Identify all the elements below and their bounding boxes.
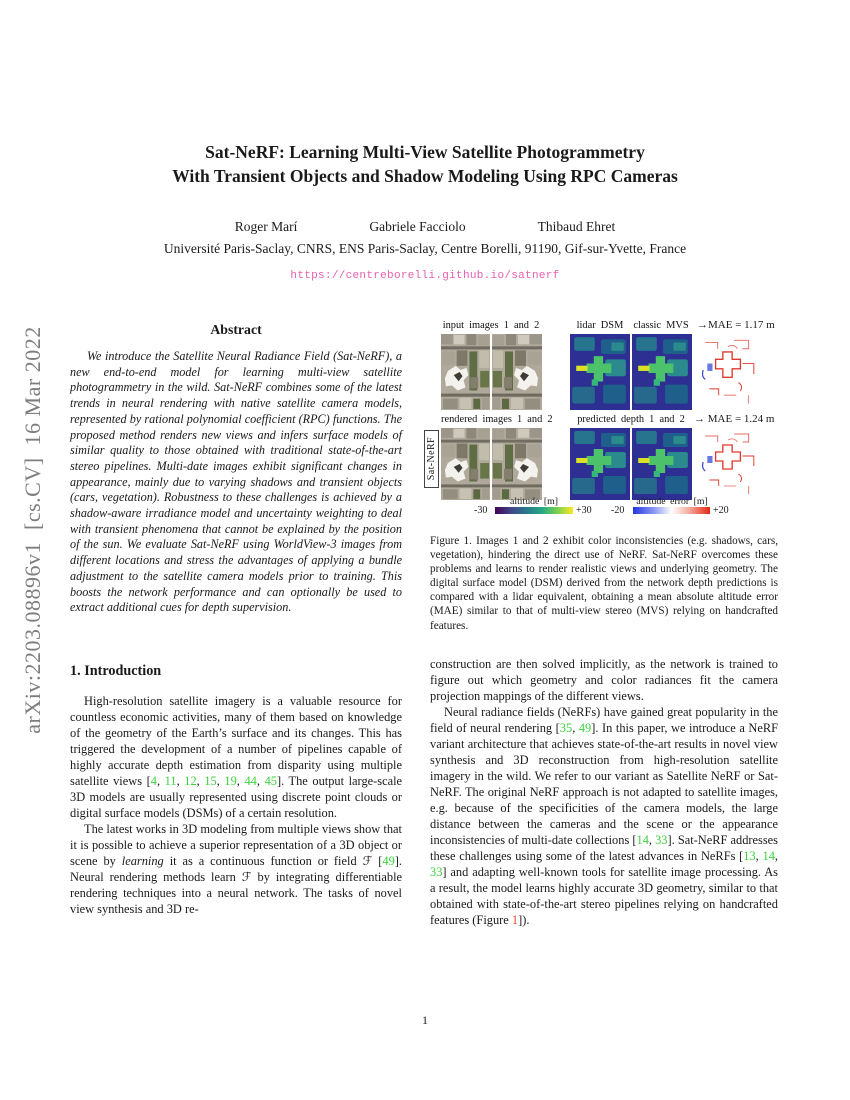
project-url-link[interactable]: https://centreborelli.github.io/satnerf [290, 270, 560, 282]
text-segment: construction are then solved implicitly, as the network is trained to figure out which geometry and color radiances fit the camera projection mappings of the different views. [430, 656, 778, 703]
rendered-image-1-panel [441, 428, 490, 500]
citation-link[interactable]: 44 [244, 773, 257, 788]
citation-link[interactable]: 49 [578, 720, 592, 735]
citation-link[interactable]: 11 [164, 773, 177, 788]
intro-paragraph-2 [70, 821, 402, 917]
project-url-row [70, 265, 780, 283]
title-line-1: Sat-NeRF: Learning Multi-View Satellite Photogrammetry [205, 142, 645, 162]
figure-label-predicted-depth: predicted depth 1 and 2 [577, 414, 685, 425]
right-paragraph-1 [430, 656, 778, 704]
figure-label-lidar-dsm: lidar DSM [576, 320, 624, 331]
classic-mvs-error-map [697, 334, 759, 410]
predicted-depth-1-panel [570, 428, 630, 500]
text-segment: , [196, 773, 205, 788]
text-segment: ] and adapting well-known tools for satellite image processing. As a result, the model learns highly accurate 3D geometry, similar to that obtained with state-of-the-art stereo pipelines relying on handcrafted features (Figure [430, 864, 778, 927]
text-segment: , [755, 848, 763, 863]
text-segment: ]. Neural rendering methods learn [70, 853, 403, 884]
page-number: 1 [422, 1013, 428, 1027]
figure-ref-link[interactable]: 1 [511, 912, 519, 927]
text-segment: , [216, 773, 225, 788]
lidar-dsm-panel [570, 334, 630, 410]
text-segment: [ [372, 853, 383, 868]
figure-label-rendered-images: rendered images 1 and 2 [441, 414, 553, 425]
citation-link[interactable]: 4 [150, 773, 157, 788]
classic-mvs-depth-panel [632, 334, 692, 410]
citation-link[interactable]: 33 [430, 864, 443, 879]
text-segment: ]. In this paper, we introduce a NeRF variant architecture that achieves state-of-the-art results in novel view synthesis and 3D reconstruction from high-resolution satellite imagery in the wild. We refer to our variant as Satellite NeRF or Sat-NeRF. The original NeRF approach is not adapted to satellite images, e.g. because of the specificities of the camera models, the large distance between the cameras and the scene or the appearance inconsistencies of multi-date collections [ [430, 720, 778, 847]
error-colorbar-title: altitude error [m] [636, 496, 708, 507]
citation-link[interactable]: 12 [184, 773, 197, 788]
text-segment: ]. The output large-scale 3D models are usually represented using discrete point clouds or digital surface models (DSMs) of a certain resolution. [70, 773, 403, 820]
text-segment: , [156, 773, 165, 788]
altitude-colorbar-min: -30 [474, 505, 488, 516]
figure-1 [426, 319, 778, 516]
error-colorbar [633, 507, 710, 514]
error-colorbar-max: +20 [713, 505, 729, 516]
title-line-2: With Transient Objects and Shadow Modeling Using RPC Cameras [172, 166, 678, 186]
citation-link[interactable]: 35 [559, 720, 573, 735]
page-title [70, 140, 780, 188]
text-segment: , [176, 773, 185, 788]
right-column [426, 319, 779, 928]
altitude-colorbar-max: +30 [576, 505, 592, 516]
author-list [70, 219, 780, 235]
text-segment: Neural radiance fields (NeRFs) have gained great popularity in the field of neural rendering [ [430, 704, 778, 735]
text-segment: ]). [518, 912, 530, 927]
citation-link[interactable]: 19 [224, 773, 237, 788]
citation-link[interactable]: 14 [636, 832, 649, 847]
abstract-text: We introduce the Satellite Neural Radiance Field (Sat-NeRF), a new end-to-end model for learning multi-view satellite photogrammetry in the wild. Sat-NeRF combines some of the latest trends in neural rendering with native satellite camera models, represented by rational polynomial coefficient (RPC) functions. The proposed method renders new views and infers surface models of similar quality to those obtained with traditional state-of-the-art stereo pipelines. Multi-date images exhibit significant changes in appearance, mainly due to varying shadows and transient objects (cars, vegetation). Robustness to these challenges is achieved by a shadow-aware irradiance model and uncertainty weighting to deal with transient phenomena that cannot be explained by the position of the sun. We evaluate Sat-NeRF using WorldView-3 images from different locations and stress the advantages of applying a bundle adjustment to the satellite camera models prior to training. This boosts the network performance and can optionally be used to extract additional cues for depth supervision. [70, 349, 402, 615]
citation-link[interactable]: 33 [655, 832, 668, 847]
text-segment: ℱ [241, 868, 252, 884]
author-name: Gabriele Facciolo [369, 219, 466, 234]
figure-mae-satnerf: → MAE = 1.24 m [694, 413, 775, 425]
input-image-1-panel [441, 334, 490, 410]
left-column [70, 322, 402, 917]
text-segment: , [256, 773, 265, 788]
citation-link[interactable]: 14 [762, 848, 775, 863]
text-segment: , [236, 773, 245, 788]
rendered-image-2-panel [492, 428, 542, 500]
text-segment: High-resolution satellite imagery is a valuable resource for countless economic activities, many of them based on knowledge of the geometry of the Earth’s surface and its changes. This has triggered the development of a number of pipelines capable of highly accurate depth estimation from disparity using multiple satellite views [ [70, 693, 402, 788]
citation-link[interactable]: 45 [264, 773, 277, 788]
text-segment: , [572, 720, 579, 735]
input-image-2-panel [492, 334, 542, 410]
abstract-heading: Abstract [210, 322, 262, 337]
arxiv-banner: arXiv:2203.08896v1 [cs.CV] 16 Mar 2022 [20, 326, 45, 734]
text-segment: The latest works in 3D modeling from multiple views show that it is possible to achieve a superior representation of a 3D object or scene by [70, 821, 402, 868]
text-segment: , [648, 832, 656, 847]
altitude-colorbar [495, 507, 573, 514]
satnerf-error-map [697, 428, 759, 500]
text-segment: ]. Sat-NeRF addresses these challenges using some of the latest advances in NeRFs [ [430, 832, 778, 863]
citation-link[interactable]: 15 [204, 773, 217, 788]
predicted-depth-2-panel [632, 428, 692, 500]
text-segment: , [774, 848, 779, 863]
citation-link[interactable]: 49 [382, 853, 395, 868]
author-name: Thibaud Ehret [537, 219, 616, 234]
text-segment: learning [121, 853, 164, 868]
figure-label-input-images: input images 1 and 2 [442, 320, 540, 331]
error-colorbar-min: -20 [611, 505, 625, 516]
text-segment: by integrating differentiable rendering techniques into a neural network. The tasks of novel view synthesis and 3D re- [70, 869, 403, 916]
text-segment: ℱ [362, 852, 373, 868]
right-paragraph-2 [430, 704, 778, 928]
figure-1-caption [430, 534, 778, 633]
altitude-colorbar-title: altitude [m] [510, 496, 558, 507]
intro-paragraph-1 [70, 693, 402, 821]
text-segment: it as a continuous function or field [163, 853, 363, 868]
text-segment: Figure 1. Images 1 and 2 exhibit color inconsistencies (e.g. shadows, cars, vegetation), hindering the direct use of NeRF. Sat-NeRF overcomes these problems and learns to render realistic views and underlying geometry. The digital surface model (DSM) derived from the network depth predictions is compared with a lidar equivalent, obtaining a mean absolute altitude error (MAE) similar to that of multi-view stereo (MVS) relying on handcrafted features. [430, 535, 778, 632]
author-name: Roger Marí [234, 219, 298, 234]
citation-link[interactable]: 13 [743, 848, 756, 863]
section-heading-introduction: 1. Introduction [70, 662, 162, 679]
figure-mae-classic-mvs: →MAE = 1.17 m [697, 319, 775, 331]
affiliation: Université Paris-Saclay, CNRS, ENS Paris-Saclay, Centre Borelli, 91190, Gif-sur-Yvette, France [163, 241, 687, 256]
figure-label-classic-mvs: classic MVS [633, 320, 689, 331]
satnerf-row-label: Sat-NeRF [424, 430, 439, 488]
